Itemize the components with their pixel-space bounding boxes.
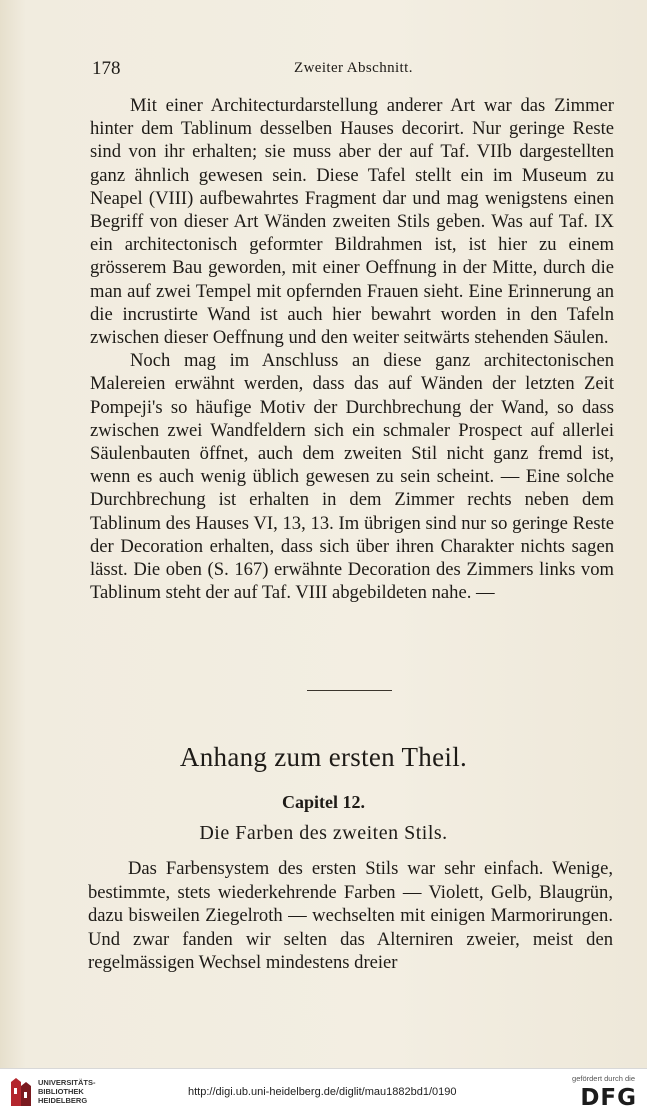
running-title: Zweiter Abschnitt.: [294, 60, 413, 76]
paragraph: Noch mag im Anschluss an diese ganz architectonischen Malereien erwähnt werden, dass das auf Wänden der letzten Zeit Pompeji's so häufige Motiv der Durchbrechung der Wand, so dass zwischen zwei Wandfeldern sich ein schmaler Prospect auf allerlei Säulenbauten öffnet, auch dem zweiten Stil nicht ganz fremd ist, wenn es auch wenig üblich gewesen zu sein scheint. — Eine solche Durchbrechung ist erhalten in dem Zimmer rechts neben dem Tablinum des Hauses VI, 13, 13. Im übrigen sind nur so geringe Reste der Decoration erhalten, dass sich über ihren Charakter nichts sagen lässt. Die oben (S. 167) erwähnte Decoration des Zimmers links vom Tablinum steht der auf Taf. VIII abgebildeten nahe. —: [90, 350, 614, 604]
library-name-line: BIBLIOTHEK: [38, 1087, 84, 1096]
chapter-title: Die Farben des zweiten Stils.: [199, 822, 448, 844]
page-number: 178: [92, 58, 121, 79]
library-name-line: UNIVERSITÄTS-: [38, 1078, 96, 1087]
permalink-url[interactable]: http://digi.ub.uni-heidelberg.de/diglit/mau1882bd1/0190: [188, 1086, 457, 1098]
appendix-title: Anhang zum ersten Theil.: [179, 742, 468, 772]
page-header: [92, 58, 612, 82]
library-name-line: HEIDELBERG: [38, 1096, 88, 1105]
paragraph: Das Farbensystem des ersten Stils war sehr einfach. Wenige, bestimmte, stets wiederkehrende Farben — Violett, Gelb, Blaugrün, dazu bisweilen Ziegelroth — wechselten mit einigen Marmorirungen. Und zwar fanden wir selten das Alterniren zweier, meist den regelmässigen Wechsel mindestens dreier: [88, 858, 613, 973]
body-text: [90, 94, 614, 604]
university-library-logo-icon: [8, 1076, 34, 1108]
chapter-label: Capitel 12.: [282, 792, 365, 812]
library-name: [38, 1078, 96, 1105]
dfg-logo: DFG: [580, 1085, 637, 1111]
funder-label: gefördert durch die: [572, 1074, 635, 1083]
paragraph: Mit einer Architecturdarstellung anderer Art war das Zimmer hinter dem Tablinum desselben Hauses decorirt. Nur geringe Reste sind von ihr erhalten; sie muss aber der auf Taf. VIIb dargestellten ganz ähnlich gewesen sein. Diese Tafel stellt ein im Museum zu Neapel (VIII) aufbewahrtes Fragment dar und mag wenigstens einen Begriff von dieser Art Wänden zweiten Stils geben. Was auf Taf. IX ein architectonisch geformter Bildrahmen ist, ist hier zu einem grösserem Bau geworden, mit einer Oeffnung in der Mitte, durch die man auf zwei Tempel mit opfernden Frauen sieht. Eine Erinnerung an die incrustirte Wand ist auch hier bewahrt worden in den Tafeln zwischen dieser Oeffnung und den weiter seitwärts stehenden Säulen.: [90, 95, 614, 349]
section-divider: [307, 690, 392, 691]
chapter-body-text: [88, 857, 613, 975]
viewer-footer: [0, 1068, 647, 1115]
